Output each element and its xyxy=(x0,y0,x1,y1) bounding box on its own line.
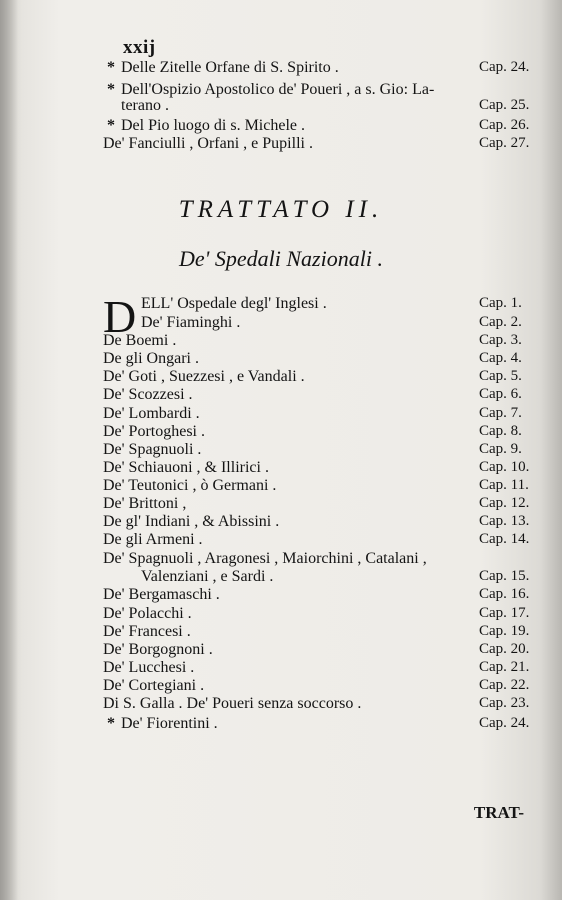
chapter-ref: Cap. 6. xyxy=(479,386,522,402)
toc-entry xyxy=(103,349,543,368)
drop-cap: D xyxy=(103,291,137,342)
chapter-ref: Cap. 24. xyxy=(479,59,530,75)
page-number: xxij xyxy=(123,37,156,58)
entry-text: De' Lucchesi . xyxy=(103,659,195,676)
entry-text: De Boemi . xyxy=(103,332,177,349)
entry-text: De' Lombardi . xyxy=(103,405,200,422)
asterisk-mark: * xyxy=(107,59,115,76)
chapter-ref: Cap. 14. xyxy=(479,531,530,547)
asterisk-mark: * xyxy=(107,715,115,732)
entry-text: De' Portoghesi . xyxy=(103,423,205,440)
toc-entry xyxy=(103,476,543,495)
entry-text: Del Pio luogo di s. Michele . xyxy=(121,117,305,134)
chapter-ref: Cap. 23. xyxy=(479,695,530,711)
entry-text: De' Spagnuoli , Aragonesi , Maiorchini , Catalani , xyxy=(103,550,427,567)
toc-entry xyxy=(103,294,543,313)
entry-text: De gl' Indiani , & Abissini . xyxy=(103,513,280,530)
toc-entry xyxy=(103,676,543,695)
section-subtitle: De' Spedali Nazionali . xyxy=(179,246,383,271)
entry-text: De' Teutonici , ò Germani . xyxy=(103,477,277,494)
toc-entry xyxy=(103,313,543,332)
chapter-ref: Cap. 13. xyxy=(479,513,530,529)
entry-text: Di S. Galla . De' Poueri senza soccorso . xyxy=(103,695,362,712)
entry-text: De' Bergamaschi . xyxy=(103,586,220,603)
chapter-ref: Cap. 5. xyxy=(479,368,522,384)
chapter-ref: Cap. 26. xyxy=(479,117,530,133)
entry-text: terano . xyxy=(121,97,169,114)
gutter-shadow xyxy=(0,0,18,900)
entry-text: ELL' Ospedale degl' Inglesi . xyxy=(141,295,327,312)
toc-entry xyxy=(103,549,543,568)
chapter-ref: Cap. 7. xyxy=(479,405,522,421)
toc-entry xyxy=(103,567,543,586)
chapter-ref: Cap. 11. xyxy=(479,477,529,493)
chapter-ref: Cap. 1. xyxy=(479,295,522,311)
entry-text: De' Fanciulli , Orfani , e Pupilli . xyxy=(103,135,313,152)
toc-entry xyxy=(103,694,543,713)
chapter-ref: Cap. 8. xyxy=(479,423,522,439)
toc-entry xyxy=(103,331,543,350)
entry-text: De' Cortegiani . xyxy=(103,677,205,694)
chapter-ref: Cap. 22. xyxy=(479,677,530,693)
toc-entry xyxy=(103,530,543,549)
toc-entry xyxy=(103,422,543,441)
section-title: TRATTATO II. xyxy=(178,196,384,223)
chapter-ref: Cap. 15. xyxy=(479,568,530,584)
entry-text: De gli Armeni . xyxy=(103,531,203,548)
chapter-ref: Cap. 24. xyxy=(479,715,530,731)
toc-entry xyxy=(103,385,543,404)
toc-entry xyxy=(103,458,543,477)
toc-entry xyxy=(103,494,543,513)
toc-entry xyxy=(103,604,543,623)
entry-text: De' Brittoni , xyxy=(103,495,187,512)
catchword: TRAT- xyxy=(473,803,524,822)
entry-text: De' Borgognoni . xyxy=(103,641,213,658)
toc-entry xyxy=(103,404,543,423)
toc-entry xyxy=(103,714,543,733)
chapter-ref: Cap. 25. xyxy=(479,97,530,113)
toc-entry xyxy=(103,622,543,641)
chapter-ref: Cap. 12. xyxy=(479,495,530,511)
asterisk-mark: * xyxy=(107,81,115,98)
chapter-ref: Cap. 19. xyxy=(479,623,530,639)
entry-text: De' Polacchi . xyxy=(103,605,192,622)
toc-entry xyxy=(103,96,543,115)
toc-entry xyxy=(103,512,543,531)
chapter-ref: Cap. 17. xyxy=(479,605,530,621)
chapter-ref: Cap. 4. xyxy=(479,350,522,366)
entry-text: Valenziani , e Sardi . xyxy=(141,568,274,585)
toc-entry xyxy=(103,134,543,153)
toc-entry xyxy=(103,658,543,677)
asterisk-mark: * xyxy=(107,117,115,134)
toc-entry xyxy=(103,585,543,604)
chapter-ref: Cap. 9. xyxy=(479,441,522,457)
toc-entry xyxy=(103,116,543,135)
chapter-ref: Cap. 2. xyxy=(479,314,522,330)
entry-text: Delle Zitelle Orfane di S. Spirito . xyxy=(121,59,339,76)
chapter-ref: Cap. 27. xyxy=(479,135,530,151)
chapter-ref: Cap. 21. xyxy=(479,659,530,675)
entry-text: De' Scozzesi . xyxy=(103,386,193,403)
toc-entry xyxy=(103,367,543,386)
chapter-ref: Cap. 10. xyxy=(479,459,530,475)
toc-entry xyxy=(103,640,543,659)
chapter-ref: Cap. 16. xyxy=(479,586,530,602)
entry-text: De' Spagnuoli . xyxy=(103,441,202,458)
chapter-ref: Cap. 3. xyxy=(479,332,522,348)
entry-text: De' Fiorentini . xyxy=(121,715,218,732)
entry-text: Dell'Ospizio Apostolico de' Poueri , a s. Gio: La- xyxy=(121,81,435,98)
entry-text: De' Francesi . xyxy=(103,623,191,640)
toc-entry xyxy=(103,58,543,77)
chapter-ref: Cap. 20. xyxy=(479,641,530,657)
entry-text: De' Schiauoni , & Illirici . xyxy=(103,459,269,476)
toc-entry xyxy=(103,440,543,459)
entry-text: De gli Ongari . xyxy=(103,350,199,367)
entry-text: De' Goti , Suezzesi , e Vandali . xyxy=(103,368,305,385)
entry-text: De' Fiaminghi . xyxy=(141,314,241,331)
